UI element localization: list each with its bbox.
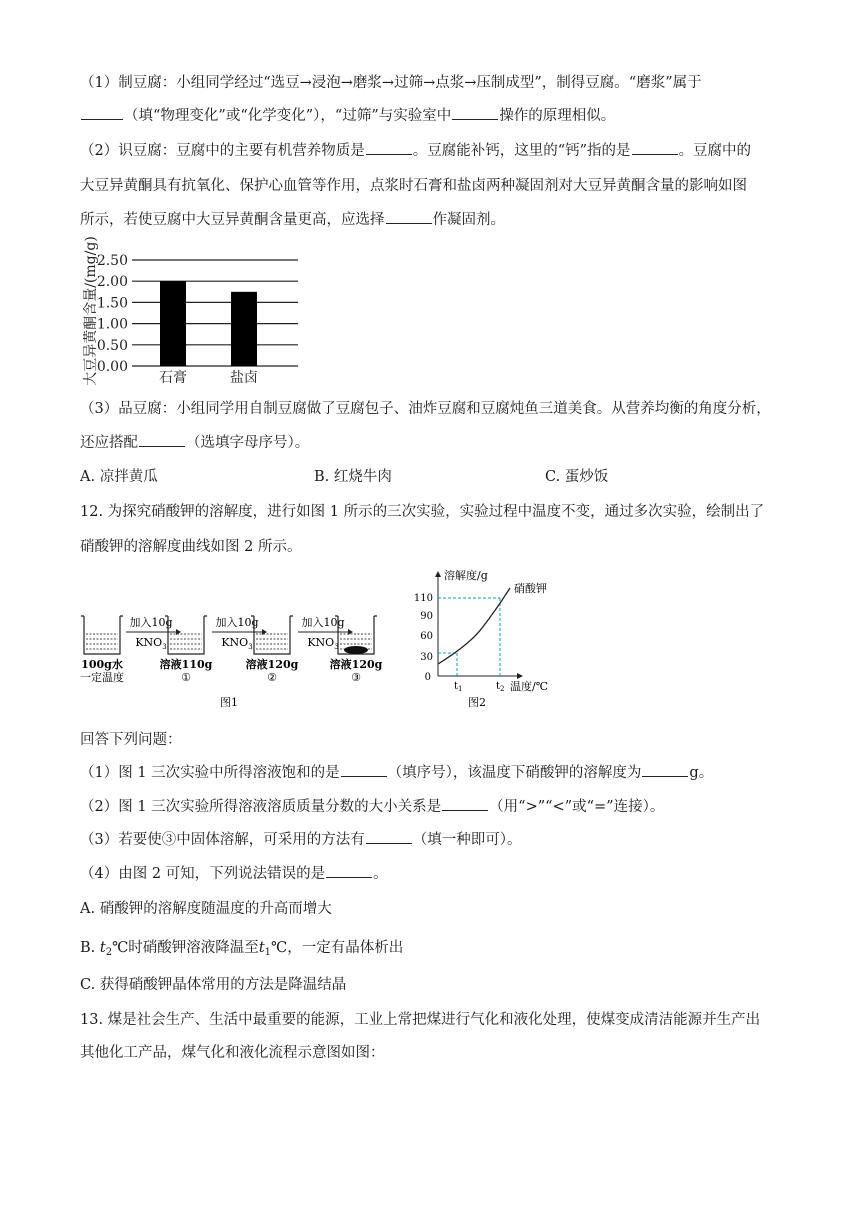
add-kno3-arrow (298, 615, 353, 651)
answer-blank[interactable] (341, 763, 387, 777)
solution-label: 溶液120g (245, 658, 299, 671)
y-axis-label: 溶解度/g (444, 569, 488, 582)
solution-label: 溶液110g (159, 658, 213, 671)
y-tick-0: 0 (424, 672, 431, 683)
y-axis-label: 大豆异黄酮含量/(mg/g) (83, 236, 99, 386)
q12-option-c[interactable]: C. 获得硝酸钾晶体常用的方法是降温结晶 (80, 977, 347, 993)
add-label: 加入10g (215, 616, 259, 629)
q13-line2: 其他化工产品，煤气化和液化流程示意图如图： (80, 1045, 385, 1061)
x-tick-t1: $t_1$ (454, 681, 463, 693)
q11-part2-line3: 所示，若使豆腐中大豆异黄酮含量更高，应选择 作凝固剂。 (80, 212, 505, 228)
answer-blank[interactable] (642, 763, 688, 777)
add-kno3-arrow (126, 615, 181, 651)
x-tick-t2: $t_2$ (496, 681, 505, 693)
y-tick-60: 60 (420, 631, 433, 642)
x-tick-label: 盐卤 (230, 370, 258, 386)
q11-option-c[interactable]: C. 蛋炒饭 (545, 469, 609, 485)
y-tick-label: 1.50 (96, 295, 128, 312)
beaker-number: ① (181, 671, 191, 684)
q12-answer-prompt: 回答下列问题： (80, 732, 182, 748)
y-tick-30: 30 (420, 652, 433, 663)
bar-1 (160, 281, 186, 366)
q11-part1-line2: （填“物理变化”或“化学变化”），“过筛”与实验室中 操作的原理相似。 (80, 106, 615, 126)
q11-part2-line1: （2）识豆腐：豆腐中的主要有机营养物质是 。豆腐能补钙，这里的“钙”指的是 。豆腐中的 (80, 143, 752, 159)
answer-blank[interactable] (326, 864, 372, 878)
y-tick-label: 2.00 (96, 274, 128, 291)
q12-part3: （3）若要使③中固体溶解，可采用的方法有 （填一种即可）。 (80, 832, 522, 848)
beaker-number: ③ (351, 671, 361, 684)
x-axis-label: 温度/℃ (510, 680, 549, 693)
q12-option-a[interactable]: A. 硝酸钾的溶解度随温度的升高而增大 (80, 901, 332, 917)
x-tick-label: 石膏 (159, 370, 187, 386)
y-tick-label: 0.00 (96, 359, 128, 375)
beaker-water (81, 616, 123, 654)
q12-part4: （4）由图 2 可知，下列说法错误的是 。 (80, 866, 388, 882)
q11-part2-line2: 大豆异黄酮具有抗氧化、保护心血管等作用，点浆时石膏和盐卤两种凝固剂对大豆异黄酮含量的影响如图 (80, 178, 747, 194)
beaker-3 (330, 616, 383, 684)
water-label: 100g水 (81, 658, 123, 671)
reagent-label: $KNO_3$ (221, 636, 253, 651)
y-tick-label: 2.50 (96, 253, 128, 269)
y-tick-90: 90 (420, 611, 433, 622)
y-tick-label: 1.00 (96, 316, 128, 333)
add-label: 加入10g (301, 616, 345, 629)
temp-label: 一定温度 (80, 671, 124, 684)
beaker-number: ② (267, 671, 277, 684)
answer-blank[interactable] (442, 797, 488, 811)
q11-option-a[interactable]: A. 凉拌黄瓜 (80, 469, 158, 485)
q11-part1-line1: （1）制豆腐：小组同学经过“选豆→浸泡→磨浆→过筛→点浆→压制成型”，制得豆腐。“磨浆”属于 (80, 75, 702, 91)
q12-intro-line2: 硝酸钾的溶解度曲线如图 2 所示。 (80, 539, 302, 555)
answer-blank[interactable] (139, 433, 185, 447)
beaker-2 (246, 616, 299, 684)
undissolved-solid (344, 646, 368, 654)
answer-blank[interactable] (81, 106, 123, 120)
q12-part1: （1）图 1 三次实验中所得溶液饱和的是 （填序号），该温度下硝酸钾的溶解度为 g。 (80, 765, 714, 781)
q13-line1: 13. 煤是社会生产、生活中最重要的能源，工业上常把煤进行气化和液化处理，使煤变成清洁能源并生产出 (80, 1012, 761, 1028)
reagent-label: $KNO_3$ (135, 636, 167, 651)
q11-part3-line1: （3）品豆腐：小组同学用自制豆腐做了豆腐包子、油炸豆腐和豆腐炖鱼三道美食。从营养均衡的角度分析， (80, 401, 771, 417)
q12-option-b[interactable]: B. $t_2℃$时硝酸钾溶液降温至$t_1℃$，一定有晶体析出 (80, 940, 404, 958)
q11-part3-line2: 还应搭配 （选填字母序号）。 (80, 435, 310, 451)
series-label: 硝酸钾 (514, 582, 547, 595)
y-tick-label: 0.50 (96, 337, 128, 354)
answer-blank[interactable] (366, 830, 412, 844)
reagent-label: $KNO_3$ (307, 636, 339, 651)
bar-2 (231, 292, 257, 366)
figure-2-caption: 图2 (468, 696, 486, 709)
figure-2-solubility-curve (410, 566, 580, 714)
q12-part2: （2）图 1 三次实验所得溶液溶质质量分数的大小关系是 （用“>”“<”或“=”连接）。 (80, 799, 665, 815)
y-tick-110: 110 (413, 593, 433, 604)
answer-blank[interactable] (452, 106, 498, 120)
answer-blank[interactable] (366, 141, 412, 155)
solution-label: 溶液120g (329, 658, 383, 671)
figure-1-caption: 图1 (220, 696, 238, 709)
answer-blank[interactable] (386, 210, 432, 224)
beaker-1 (160, 616, 213, 684)
answer-blank[interactable] (632, 141, 678, 155)
q12-intro-line1: 12. 为探究硝酸钾的溶解度，进行如图 1 所示的三次实验，实验过程中温度不变，通过多次实验，绘制出了 (80, 504, 765, 520)
add-kno3-arrow (212, 615, 267, 651)
figure-1-diagram (74, 612, 404, 712)
bar-chart (78, 236, 318, 386)
add-label: 加入10g (129, 616, 173, 629)
q11-option-b[interactable]: B. 红烧牛肉 (314, 469, 392, 485)
